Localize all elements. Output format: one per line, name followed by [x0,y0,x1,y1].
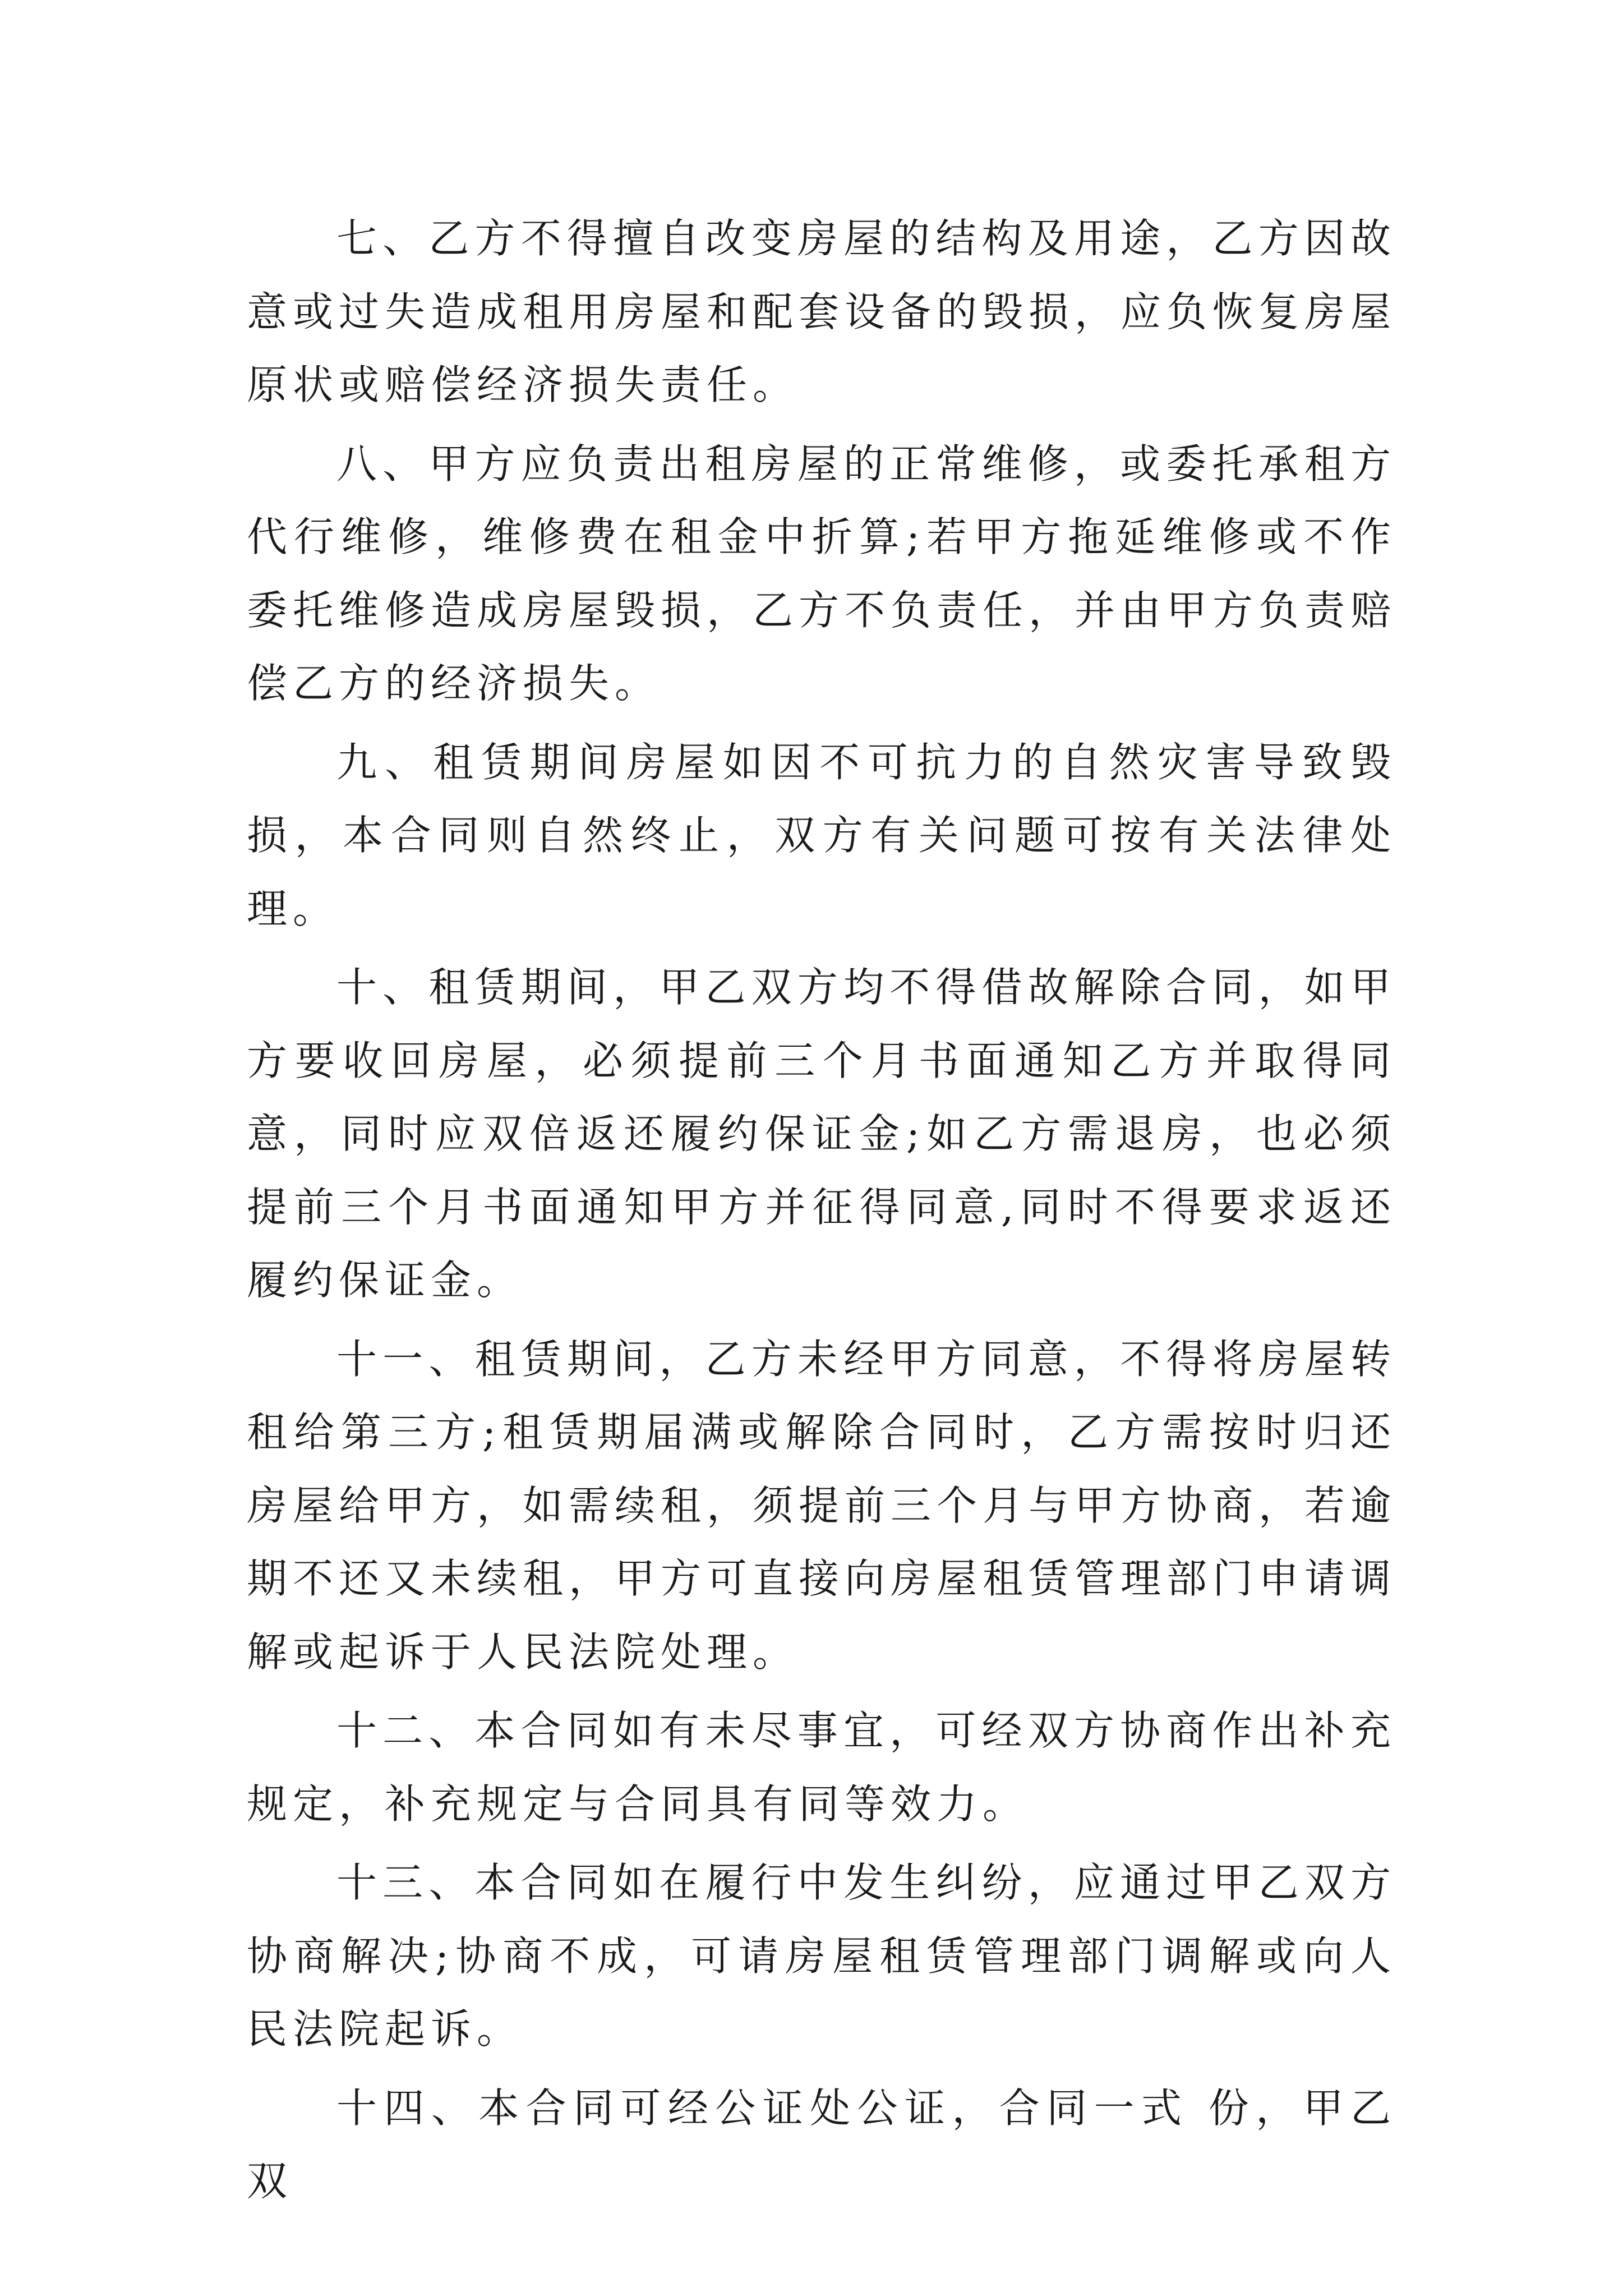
clause-14: 十四、本合同可经公证处公证，合同一式 份，甲乙双 [247,2084,1396,2205]
clause-9: 九、租赁期间房屋如因不可抗力的自然灾害导致毁损，本合同则自然终止，双方有关问题可按有关法律处理。 [247,738,1396,932]
clause-13: 十三、本合同如在履行中发生纠纷，应通过甲乙双方协商解决;协商不成，可请房屋租赁管理部门调解或向人民法院起诉。 [247,1859,1396,2053]
clause-10: 十、租赁期间，甲乙双方均不得借故解除合同，如甲方要收回房屋，必须提前三个月书面通知乙方并取得同意，同时应双倍返还履约保证金;如乙方需退房，也必须提前三个月书面通知甲方并征得同意,同时不得要求返还履约保证金。 [247,964,1396,1304]
clause-12: 十二、本合同如有未尽事宜，可经双方协商作出补充规定，补充规定与合同具有同等效力。 [247,1707,1396,1828]
clause-11: 十一、租赁期间，乙方未经甲方同意，不得将房屋转租给第三方;租赁期届满或解除合同时，乙方需按时归还房屋给甲方，如需续租，须提前三个月与甲方协商，若逾期不还又未续租，甲方可直接向房屋租赁管理部门申请调解或起诉于人民法院处理。 [247,1335,1397,1676]
clause-8: 八、甲方应负责出租房屋的正常维修，或委托承租方代行维修，维修费在租金中折算;若甲方拖延维修或不作委托维修造成房屋毁损，乙方不负责任，并由甲方负责赔偿乙方的经济损失。 [247,440,1397,707]
clause-7: 七、乙方不得擅自改变房屋的结构及用途，乙方因故意或过失造成租用房屋和配套设备的毁损，应负恢复房屋原状或赔偿经济损失责任。 [247,215,1397,408]
document-body [247,202,1396,2224]
